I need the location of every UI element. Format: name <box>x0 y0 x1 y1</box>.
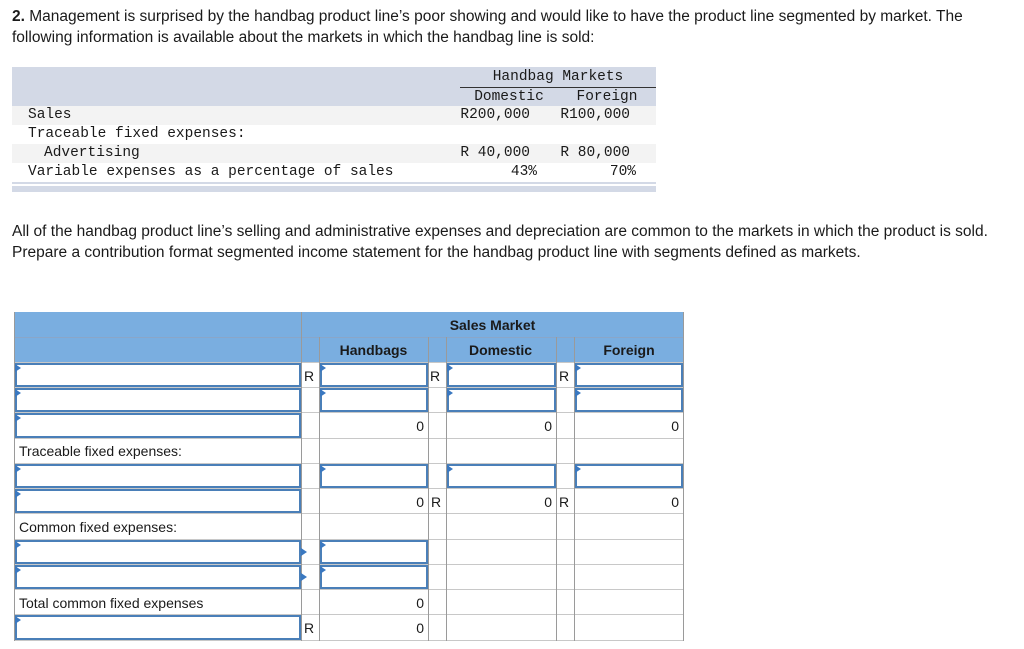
row-label: Traceable fixed expenses: <box>28 126 246 142</box>
row-value: R200,000 <box>460 107 530 123</box>
row-label: Variable expenses as a percentage of sales <box>28 164 394 180</box>
dropdown-marker-icon <box>575 389 581 397</box>
row2-domestic-input[interactable] <box>447 388 556 412</box>
row3-foreign-value: 0 <box>671 418 679 434</box>
market-info-table <box>12 67 656 194</box>
total-common-label: Total common fixed expenses <box>19 595 204 611</box>
row3-handbags-value: 0 <box>416 418 424 434</box>
row6-handbags-value: 0 <box>416 494 424 510</box>
total-common-value: 0 <box>416 595 424 611</box>
row-value: 43% <box>510 164 537 180</box>
row1-domestic-input[interactable] <box>447 363 556 387</box>
dropdown-marker-icon <box>575 364 581 372</box>
row6-domestic-value: 0 <box>544 494 552 510</box>
header-sales-market: Sales Market <box>449 317 536 333</box>
row1-foreign-input[interactable] <box>575 363 683 387</box>
row-value: R 80,000 <box>560 145 630 161</box>
row8-label-input[interactable] <box>15 540 301 564</box>
row-label: Sales <box>28 107 72 123</box>
dropdown-marker-icon <box>15 566 21 574</box>
common-fixed-label: Common fixed expenses: <box>19 519 177 535</box>
row-value: R100,000 <box>560 107 630 123</box>
final-handbags-value: 0 <box>416 620 424 636</box>
dropdown-marker-icon <box>320 566 326 574</box>
row-label: Advertising <box>44 145 140 161</box>
dropdown-marker-icon <box>15 616 21 624</box>
group-header: Handbag Markets <box>492 69 624 85</box>
row-value: R 40,000 <box>460 145 530 161</box>
question-body: Management is surprised by the handbag product line’s poor showing and would like to have the product line segmented by market. The following information is available about the markets in which the handbag line is sold: <box>12 8 963 46</box>
row2-label-input[interactable] <box>15 388 301 412</box>
dropdown-marker-icon <box>447 364 453 372</box>
dropdown-marker-icon <box>15 541 21 549</box>
dropdown-marker-icon <box>447 465 453 473</box>
dropdown-marker-icon <box>447 389 453 397</box>
row6-foreign-value: 0 <box>671 494 679 510</box>
row8-handbags-input[interactable] <box>320 540 428 564</box>
row9-handbags-input[interactable] <box>320 565 428 589</box>
dropdown-marker-icon <box>575 465 581 473</box>
row5-handbags-input[interactable] <box>320 464 428 488</box>
currency-symbol: R <box>559 368 570 384</box>
row2-foreign-input[interactable] <box>575 388 683 412</box>
dropdown-marker-icon <box>320 389 326 397</box>
header-handbags: Handbags <box>339 342 408 358</box>
col-domestic: Domestic <box>474 89 544 105</box>
row5-label-input[interactable] <box>15 464 301 488</box>
header-domestic: Domestic <box>468 342 533 358</box>
dropdown-marker-icon <box>320 465 326 473</box>
dropdown-marker-icon <box>15 490 21 498</box>
row11-label-input[interactable] <box>15 615 301 640</box>
dropdown-marker-icon <box>15 465 21 473</box>
currency-symbol: R <box>559 494 570 510</box>
row9-label-input[interactable] <box>15 565 301 589</box>
row1-label-input[interactable] <box>15 363 301 387</box>
dropdown-marker-icon <box>15 364 21 372</box>
dropdown-marker-icon <box>301 548 307 556</box>
currency-symbol: R <box>430 368 441 384</box>
currency-symbol: R <box>431 494 442 510</box>
row1-handbags-input[interactable] <box>320 363 428 387</box>
currency-symbol: R <box>304 368 315 384</box>
row5-foreign-input[interactable] <box>575 464 683 488</box>
row2-handbags-input[interactable] <box>320 388 428 412</box>
header-foreign: Foreign <box>603 342 655 358</box>
dropdown-marker-icon <box>15 414 21 422</box>
traceable-label: Traceable fixed expenses: <box>19 443 182 459</box>
row3-label-input[interactable] <box>15 413 301 438</box>
dropdown-marker-icon <box>320 364 326 372</box>
dropdown-marker-icon <box>15 389 21 397</box>
col-foreign: Foreign <box>576 89 638 105</box>
row-value: 70% <box>609 164 636 180</box>
row6-label-input[interactable] <box>15 489 301 513</box>
currency-symbol: R <box>304 620 315 636</box>
row3-domestic-value: 0 <box>544 418 552 434</box>
row5-domestic-input[interactable] <box>447 464 556 488</box>
instructions-text: All of the handbag product line’s selling and administrative expenses and depreciation are common to the markets in which the product is sold. Prepare a contribution format segmented income statement for the handbag product line with segments defined as markets. <box>12 223 988 261</box>
dropdown-marker-icon <box>320 541 326 549</box>
question-text <box>12 6 1012 48</box>
question-number: 2. <box>12 8 25 25</box>
dropdown-marker-icon <box>301 573 307 581</box>
